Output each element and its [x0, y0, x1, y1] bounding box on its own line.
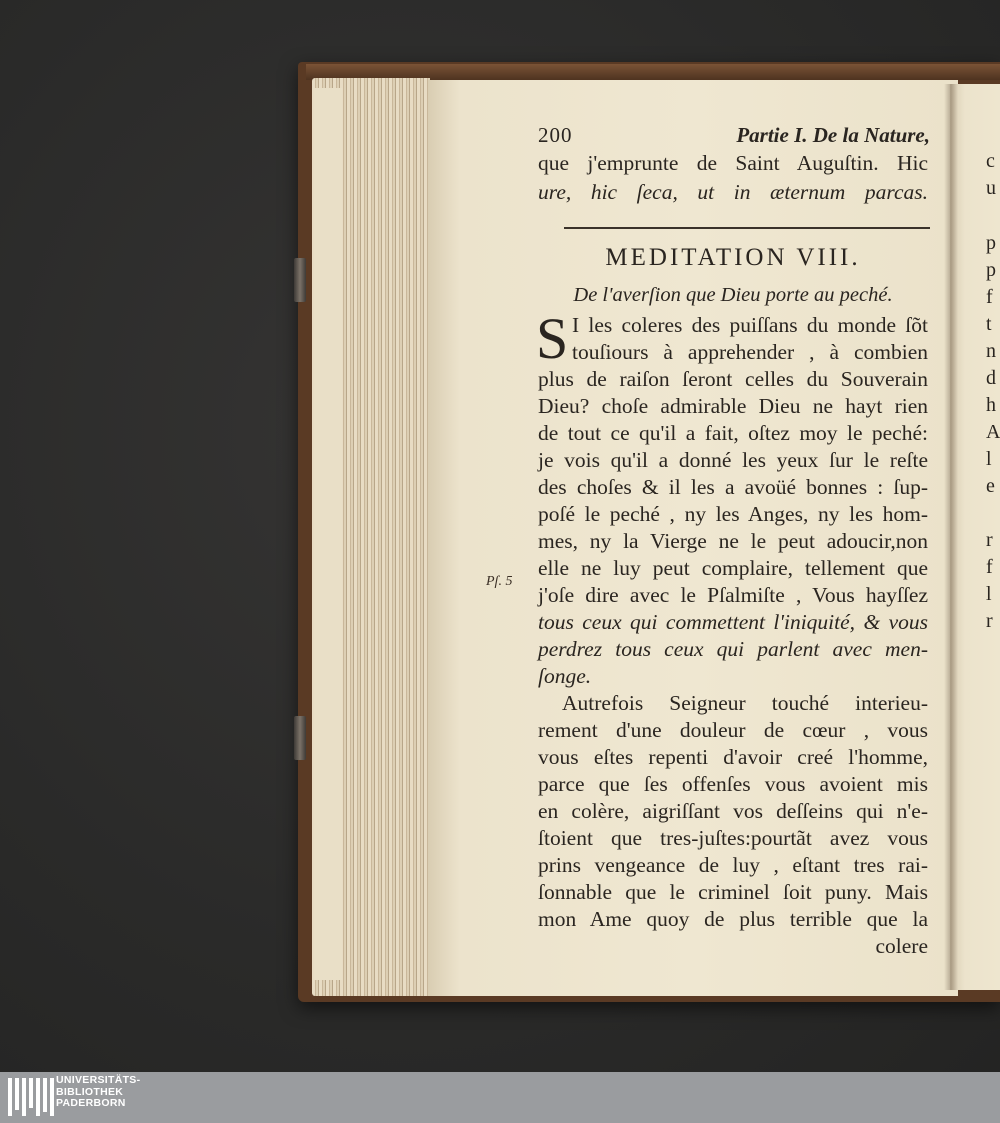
right-page-letter: p [986, 232, 996, 254]
library-name-line: BIBLIOTHEK [56, 1085, 124, 1098]
library-logo-icon [8, 1078, 54, 1116]
gutter-shadow [944, 84, 958, 990]
right-page-letter: u [986, 177, 996, 199]
meditation-subtitle: De l'averſion que Dieu porte au peché. [573, 284, 893, 306]
text-line: perdrez tous ceux qui parlent avec men- [538, 637, 928, 661]
text-line: en colère, aigriſſant vos deſſeins qui n'e- [538, 799, 928, 823]
text-line: mes, ny la Vierge ne le peut adoucir,non [538, 529, 928, 553]
right-page-letter: f [986, 286, 993, 308]
text-line: j'oſe dire avec le Pſalmiſte , Vous hayſſez [538, 583, 928, 607]
right-page-letter: r [986, 610, 993, 632]
drop-cap: S [536, 306, 569, 371]
right-page-letter: c [986, 150, 995, 172]
text-line: ſonnable que le criminel ſoit puny. Mais [538, 880, 928, 904]
clasp-lower [294, 716, 306, 760]
text-line: ſonge. [538, 664, 592, 688]
right-page-letter: e [986, 475, 995, 497]
right-page-letter: d [986, 367, 996, 389]
page-number: 200 [538, 123, 573, 147]
text-line: prins vengeance de luy , eſtant tres rai- [538, 853, 928, 877]
page-header [538, 122, 930, 149]
left-leaf [314, 88, 342, 980]
text-line: plus de raiſon ſeront celles du Souverain [538, 367, 928, 391]
margin-note: Pſ. 5 [486, 574, 513, 589]
clasp-upper [294, 258, 306, 302]
right-page-letter: l [986, 448, 992, 470]
footer-bar [0, 1072, 1000, 1123]
meditation-title: MEDITATION VIII. [605, 244, 861, 271]
right-page-letter: n [986, 340, 996, 362]
text-line: Dieu? choſe admirable Dieu ne hayt rien [538, 394, 928, 418]
text-line: poſé le peché , ny les Anges, ny les hom- [538, 502, 928, 526]
text-line: touſiours à apprehender , à combien [572, 340, 928, 364]
text-line: parce que ſes offenſes vous avoient mis [538, 772, 928, 796]
right-page-letter: p [986, 259, 996, 281]
text-line: tous ceux qui commettent l'iniquité, & vous [538, 610, 928, 634]
text-line: vous eſtes repenti d'avoir creé l'homme, [538, 745, 928, 769]
library-name-line: PADERBORN [56, 1097, 126, 1109]
intro-line: ure, hic ſeca, ut in æternum parcas. [538, 180, 928, 204]
text-line: Autrefois Seigneur touché interieu- [562, 691, 928, 715]
right-page-letter: A [986, 421, 1000, 443]
section-rule [564, 227, 930, 229]
catchword: colere [875, 934, 928, 958]
text-line: des choſes & il les a avoüé bonnes : ſup- [538, 475, 928, 499]
text-line: mon Ame quoy de plus terrible que la [538, 907, 928, 931]
right-page-letter: l [986, 583, 992, 605]
library-name-line: UNIVERSITÄTS- [56, 1074, 141, 1086]
running-head: Partie I. De la Nature, [736, 123, 930, 147]
intro-line: que j'emprunte de Saint Auguſtin. Hic [538, 151, 928, 175]
text-line: I les coleres des puiſſans du monde ſõt [572, 313, 928, 337]
right-page-letter: f [986, 556, 993, 578]
right-page-letter: h [986, 394, 996, 416]
text-line: rement d'une douleur de cœur , vous [538, 718, 928, 742]
text-line: de tout ce qu'il a fait, oſtez moy le peché: [538, 421, 928, 445]
text-line: elle ne luy peut complaire, tellement que [538, 556, 928, 580]
text-line: je vois qu'il a donné les yeux ſur le reſte [538, 448, 928, 472]
text-line: ſtoient que tres-juſtes:pourtãt avez vous [538, 826, 928, 850]
right-page-letter: t [986, 313, 992, 335]
right-page-letter: r [986, 529, 993, 551]
library-name [56, 1075, 140, 1110]
